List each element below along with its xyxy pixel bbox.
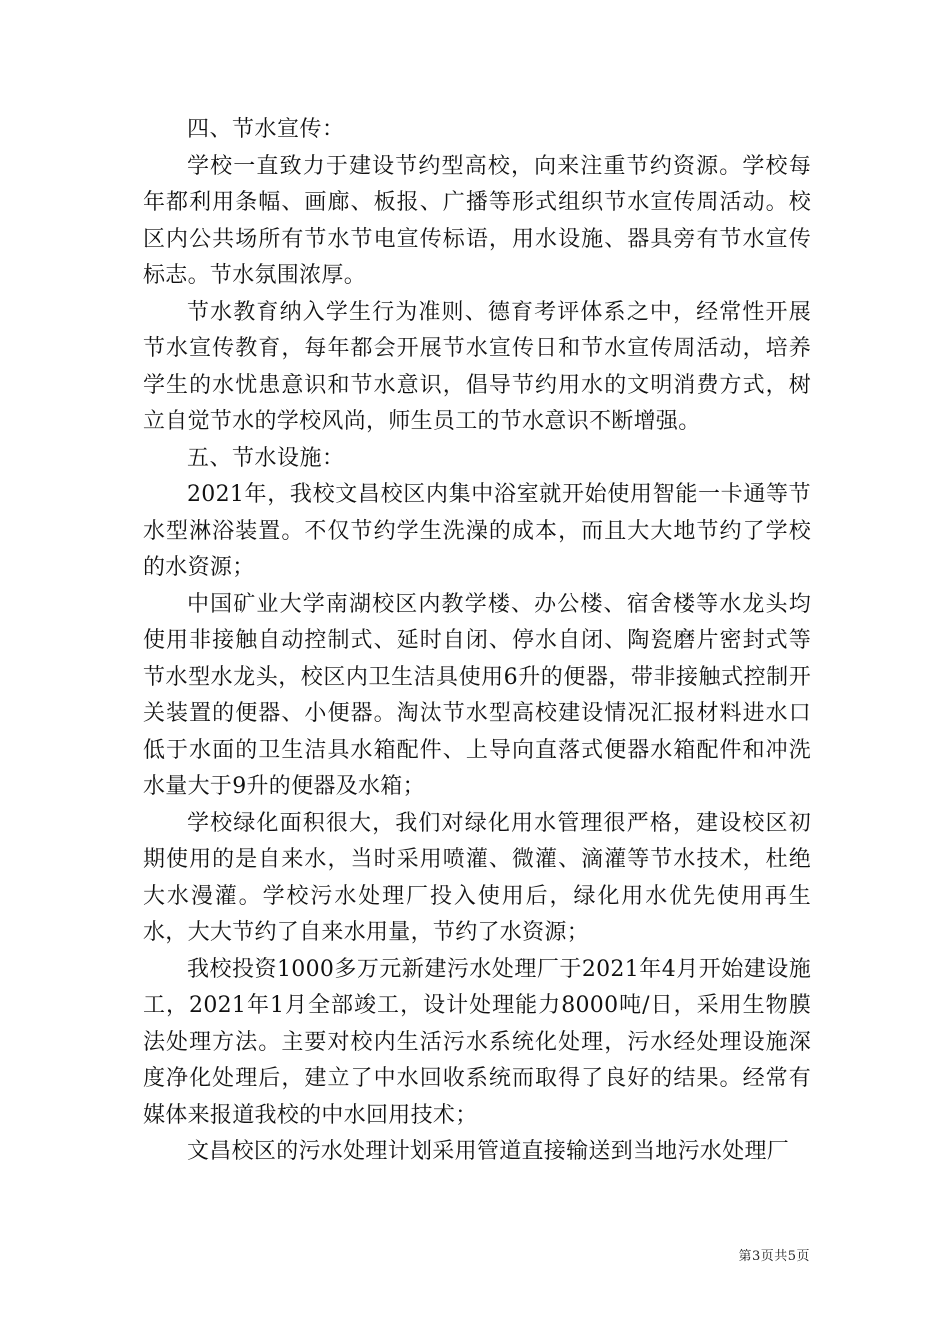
paragraph-facilities-4: 我校投资1000多万元新建污水处理厂于2021年4月开始建设施工，2021年1月全部竣工，设计处理能力8000吨/日，采用生物膜法处理方法。主要对校内生活污水系统化处理，污水经处理设施深度净化处理后，建立了中水回收系统而取得了良好的结果。经常有媒体来报道我校的中水回用技术；: [143, 956, 811, 1128]
document-body: [143, 112, 811, 1171]
paragraph-facilities-5: 文昌校区的污水处理计划采用管道直接输送到当地污水处理厂: [187, 1139, 790, 1164]
paragraph-facilities-3: 学校绿化面积很大，我们对绿化用水管理很严格，建设校区初期使用的是自来水，当时采用喷灌、微灌、滴灌等节水技术，杜绝大水漫灌。学校污水处理厂投入使用后，绿化用水优先使用再生水，大大节约了自来水用量，节约了水资源；: [143, 810, 811, 945]
section-heading-publicity: 四、节水宣传：: [187, 117, 345, 142]
paragraph-publicity-2: 节水教育纳入学生行为准则、德育考评体系之中，经常性开展节水宣传教育，每年都会开展节水宣传日和节水宣传周活动，培养学生的水忧患意识和节水意识，倡导节约用水的文明消费方式，树立自觉节水的学校风尚，师生员工的节水意识不断增强。: [143, 299, 811, 434]
page-number-footer: 第3页共5页: [738, 1249, 810, 1264]
paragraph-facilities-1: 2021年，我校文昌校区内集中浴室就开始使用智能一卡通等节水型淋浴装置。不仅节约学生洗澡的成本，而且大大地节约了学校的水资源；: [143, 482, 811, 580]
section-heading-facilities: 五、节水设施：: [187, 445, 345, 471]
paragraph-publicity-1: 学校一直致力于建设节约型高校，向来注重节约资源。学校每年都利用条幅、画廊、板报、广播等形式组织节水宣传周活动。校区内公共场所有节水节电宣传标语，用水设施、器具旁有节水宣传标志。节水氛围浓厚。: [143, 153, 811, 288]
paragraph-facilities-2: 中国矿业大学南湖校区内教学楼、办公楼、宿舍楼等水龙头均使用非接触自动控制式、延时自闭、停水自闭、陶瓷磨片密封式等节水型水龙头，校区内卫生洁具使用6升的便器，带非接触式控制开关装置的便器、小便器。淘汰节水型高校建设情况汇报材料进水口低于水面的卫生洁具水箱配件、上导向直落式便器水箱配件和冲洗水量大于9升的便器及水箱；: [143, 591, 811, 799]
